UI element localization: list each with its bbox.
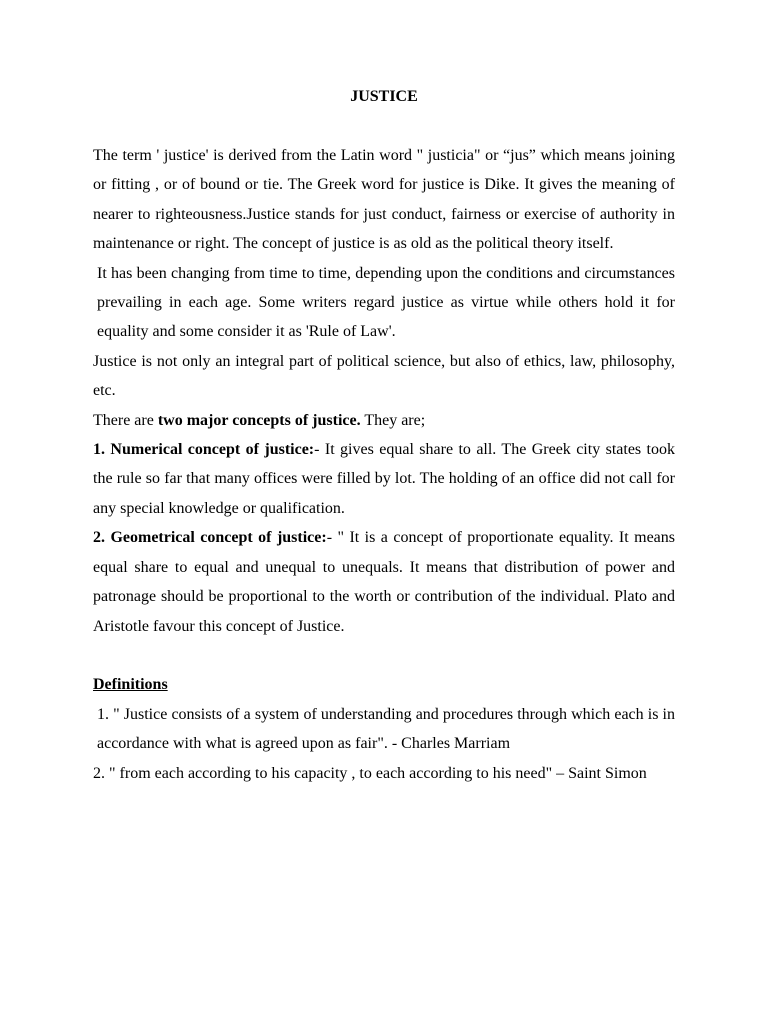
geometrical-concept-label: 2. Geometrical concept of justice:	[93, 529, 327, 547]
definitions-heading: Definitions	[93, 676, 168, 694]
document-body	[93, 141, 675, 788]
two-concepts-before: There are	[93, 411, 158, 429]
paragraph-two-concepts	[93, 406, 675, 435]
two-concepts-after: They are;	[360, 411, 426, 429]
definition-item: 2. " from each according to his capacity , to each according to his need" – Saint Simon	[93, 764, 647, 782]
paragraph-changing: It has been changing from time to time, depending upon the conditions and circumstances prevailing in each age. Some writers regard justice as virtue while others hold it for equality and some consider it as 'Rule of Law'.	[97, 264, 675, 341]
paragraph-etymology: The term ' justice' is derived from the Latin word " justicia" or “jus” which means joining or fitting , or of bound or tie. The Greek word for justice is Dike. It gives the meaning of nearer to righteousness.Justice stands for just conduct, fairness or exercise of authority in maintenance or right. The concept of justice is as old as the political theory itself.	[93, 147, 675, 253]
definition-item: 1. " Justice consists of a system of understanding and procedures through which each is in accordance with what is agreed upon as fair". - Charles Marriam	[97, 705, 675, 753]
paragraph-integral: Justice is not only an integral part of political science, but also of ethics, law, philosophy, etc.	[93, 352, 675, 400]
paragraph-geometrical-concept	[93, 523, 675, 641]
numerical-concept-label: 1. Numerical concept of justice:	[93, 441, 315, 459]
two-concepts-bold: two major concepts of justice.	[157, 411, 361, 429]
blank-line	[93, 641, 675, 670]
numerical-concept-text: - It gives equal share to all. The Greek city states took the rule so far that many offices were filled by lot. The holding of an office did not call for any special knowledge or qualification.	[93, 441, 676, 517]
paragraph-numerical-concept	[93, 435, 675, 523]
document-title: JUSTICE	[350, 88, 418, 105]
geometrical-concept-text: - " It is a concept of proportionate equality. It means equal share to equal and unequal to unequals. It means that distribution of power and patronage should be proportional to the worth or contribution of the individual. Plato and Aristotle favour this concept of Justice.	[93, 529, 675, 635]
